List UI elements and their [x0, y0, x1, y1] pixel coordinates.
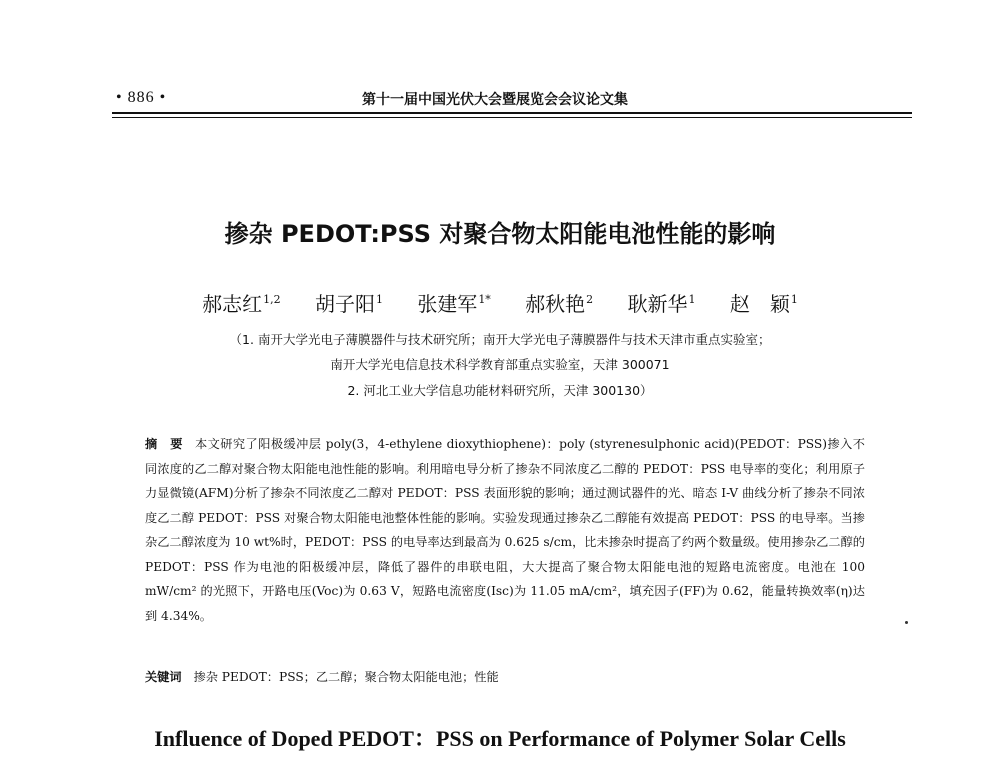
- page-number: • 886 •: [116, 89, 167, 106]
- paper-title: 掺杂 PEDOT:PSS 对聚合物太阳能电池性能的影响: [224, 220, 776, 248]
- keywords-label: 关键词: [145, 670, 182, 684]
- author: 胡子阳$^1$: [314, 292, 383, 316]
- header-rule-thin: [112, 117, 912, 118]
- author: 耿新华$^1$: [627, 292, 696, 316]
- page-header: [112, 86, 912, 112]
- author: 赵 颖$^1$: [729, 292, 798, 316]
- affiliation-line-2: 南开大学光电信息技术科学教育部重点实验室，天津 300071: [330, 357, 670, 372]
- running-title: 第十一届中国光伏大会暨展览会会议论文集: [362, 92, 628, 108]
- author: 郝秋艳$^2$: [525, 292, 594, 316]
- abstract-text: 本文研究了阳极缓冲层 poly(3，4-ethylene dioxythiophene)：poly (styrenesulphonic acid)(PEDOT：PSS)掺入不同浓度的乙二醇对聚合物太阳能电池性能的影响。利用暗电导分析了掺杂不同浓度乙二醇的 PEDOT：PSS 电导率的变化；利用原子力显微镜(AFM)分析了掺杂不同浓度乙二醇对 PEDOT：PSS 表面形貌的影响；通过测试器件的光、暗态 I-V 曲线分析了掺杂不同浓度乙二醇 PEDOT：PSS 对聚合物太阳能电池整体性能的影响。实验发现通过掺杂乙二醇能有效提高 PEDOT：PSS 的电导率。当掺杂乙二醇浓度为 10 wt%时，PEDOT：PSS 的电导率达到最高为 0.625 s/cm，比未掺杂时提高了约两个数量级。使用掺杂乙二醇的 PEDOT：PSS 作为电池的阳极缓冲层，降低了器件的串联电阻，大大提高了聚合物太阳能电池的短路电流密度。电池在 100 mW/cm² 的光照下，开路电压(Voc)为 0.63 V，短路电流密度(Isc)为 11.05 mA/cm²，填充因子(FF)为 0.62，能量转换效率(η)达到 4.34%。: [145, 437, 865, 623]
- keywords-text: 掺杂 PEDOT：PSS；乙二醇；聚合物太阳能电池；性能: [193, 670, 499, 684]
- stray-mark: [905, 621, 908, 624]
- keywords: [145, 668, 865, 685]
- header-rule-thick: [112, 112, 912, 114]
- abstract-label: 摘 要: [145, 437, 183, 451]
- affiliation-line-1: （1. 南开大学光电子薄膜器件与技术研究所；南开大学光电子薄膜器件与技术天津市重点实验室；: [229, 332, 771, 347]
- abstract: [145, 432, 865, 628]
- author: 张建军$^{1*}$: [417, 292, 491, 316]
- affiliation-line-3: 2. 河北工业大学信息功能材料研究所，天津 300130）: [347, 383, 653, 398]
- english-title: Influence of Doped PEDOT：PSS on Performance of Polymer Solar Cells: [154, 726, 846, 751]
- author: 郝志红$^{1,2}$: [202, 292, 281, 316]
- author-list: [0, 288, 1000, 317]
